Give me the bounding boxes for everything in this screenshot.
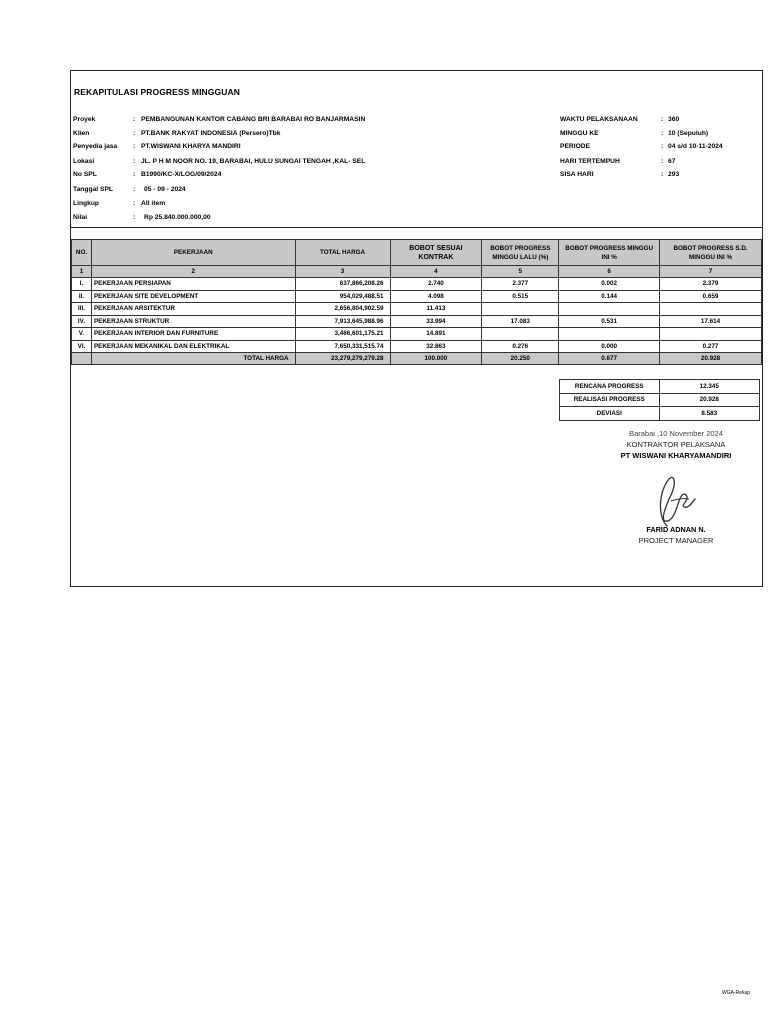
col-header-sd-minggu-ini: BOBOT PROGRESS S.D. MINGGU INI % [660, 240, 762, 266]
signatory-name: FARID ADNAN N. [646, 525, 706, 534]
summary-row-rencana: RENCANA PROGRESS 12.345 [560, 380, 760, 394]
footer-code: WGA-Rekap [721, 990, 750, 996]
col-header-minggu-lalu: BOBOT PROGRESS MINGGU LALU (%) [482, 240, 559, 266]
total-row: TOTAL HARGA 23,279,279,279.28 100.000 20.250 0.677 20.928 [72, 353, 762, 365]
col-header-pekerjaan: PEKERJAAN [91, 240, 295, 266]
summary-row-deviasi: DEVIASI 8.583 [560, 407, 760, 421]
report-title: REKAPITULASI PROGRESS MINGGUAN [74, 87, 240, 97]
col-header-no: NO. [72, 240, 92, 266]
divider [71, 227, 762, 228]
progress-summary-table [559, 379, 760, 421]
table-row: I. PEKERJAAN PERSIAPAN 637,866,208.26 2.740 2.377 0.002 2.379 [72, 278, 762, 291]
table-row: VI. PEKERJAAN MEKANIKAL DAN ELEKTRIKAL 7,650,331,515.74 32.863 0.276 0.000 0.277 [72, 340, 762, 353]
table-row: V. PEKERJAAN INTERIOR DAN FURNITURE 3,466,601,175.21 14.891 [72, 328, 762, 341]
signature-role: KONTRAKTOR PELAKSANA [626, 440, 726, 449]
col-header-minggu-ini: BOBOT PROGRESS MINGGU INI % [559, 240, 660, 266]
table-row: III. PEKERJAAN ARSITEKTUR 2,656,804,902.59 11.413 [72, 303, 762, 316]
signatory-position: PROJECT MANAGER [638, 536, 714, 545]
handwritten-signature [651, 471, 701, 531]
progress-table [71, 239, 762, 365]
signature-place-date: Barabai ,10 November 2024 [629, 429, 723, 438]
col-header-bobot-kontrak: BOBOT SESUAI KONTRAK [390, 240, 482, 266]
table-row: II. PEKERJAAN SITE DEVELOPMENT 954,029,488.51 4.098 0.515 0.144 0.659 [72, 290, 762, 303]
summary-row-realisasi: REALISASI PROGRESS 20.928 [560, 393, 760, 407]
table-header-row [72, 240, 762, 266]
column-number-row: 1 2 3 4 5 6 7 [72, 266, 762, 278]
signature-company: PT WISWANI KHARYAMANDIRI [620, 451, 732, 460]
table-row: IV. PEKERJAAN STRUKTUR 7,913,645,988.96 33.994 17.083 0.531 17.614 [72, 315, 762, 328]
report-frame: REKAPITULASI PROGRESS MINGGUAN Proyek : PEMBANGUNAN KANTOR CABANG BRI BARABAI RO BANJARMASIN Klien : PT.BANK RAKYAT INDONESIA (Persero)Tbk Penyedia jasa : PT.WISWANI KHARYA MANDIRI Lokasi : JL. P H M NOOR NO. 19, BARABAI, HULU SUNGAI TENGAH ,KAL- SEL No SPL : B1990/KC-X/LOG/09/2024 Tanggal SPL : 05 - 09 - 2024 Lingkup : All item Nilai : Rp 25.840.000.000,00 WAKTU PELAKSANAAN : 360 MINGGU KE : 10 (Sepuluh) PERIODE : 04 s/d 10-11-2024 HARI TERTEMPUH : 67 SISA HARI : 293 NO. PEKERJAAN TOTAL HARGA BOBOT SESUAI KONTRAK BOBOT PROGRESS MINGGU LALU (%) BOBOT PROGRESS MINGGU INI % BOBOT PROGRESS S.D. MINGGU INI % 1 2 3 4 5 6 7 I. PEKERJAAN PERSIAPAN 637,866,208.26 2.740 2.377 0.002 2.379 II. PEKERJAAN SITE DEVELOPMENT 954,029,488.51 4.098 0.515 0.144 0.659 III. PEKERJAAN ARSITEKTUR 2,656,804,902.59 11.413 IV. PEKERJAAN STRUKTUR 7,913,645,988.96 33.994 17.083 0.531 17.614 V. PEKERJAAN INTERIOR DAN FURNITURE 3,466,601,175.21 14.891 VI. PEKERJAAN MEKANIKAL DAN ELEKTRIKAL 7,650,331,515.74 32.863 0.276 0.000 0.277 TOTAL HARGA 23,279,279,279.28 100.000 20.250 0.677 20.928 RENCANA PROGRESS 12.345 REALISASI PROGRESS 20.928 DEVIASI 8.583 Barabai ,10 November 2024 KONTRAKTOR PELAKSANA PT WISWANI KHARYAMANDIRI FARID ADNAN N. PROJECT MANAGER [70, 70, 763, 587]
col-header-total-harga: TOTAL HARGA [295, 240, 390, 266]
